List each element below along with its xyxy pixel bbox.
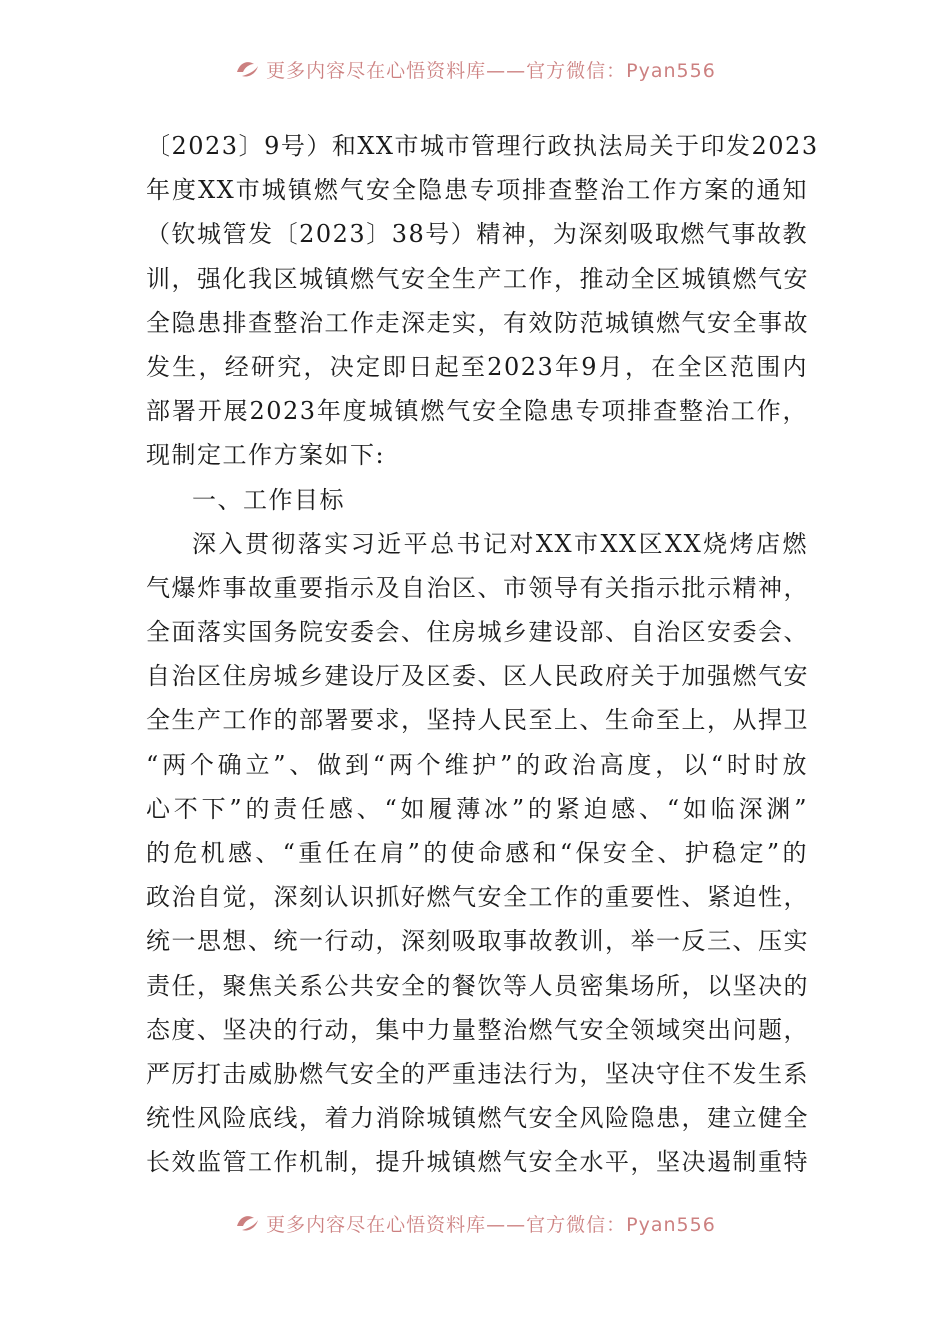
text-line: 责任，聚焦关系公共安全的餐饮等人员密集场所，以坚决的 [146, 971, 809, 1000]
text-line: 年度XX市城镇燃气安全隐患专项排查整治工作方案的通知 [146, 176, 808, 205]
text-line: 全面落实国务院安委会、住房城乡建设部、自治区安委会、 [146, 618, 809, 647]
text-line: “两个确立”、做到“两个维护”的政治高度，以“时时放 [146, 750, 808, 779]
text-line: 严厉打击威胁燃气安全的严重违法行为，坚决守住不发生系 [146, 1059, 809, 1088]
section-heading: 一、工作目标 [192, 485, 345, 514]
text-line: 气爆炸事故重要指示及自治区、市领导有关指示批示精神， [146, 573, 809, 602]
document-body [146, 124, 819, 1185]
text-line: 〔2023〕9号）和XX市城市管理行政执法局关于印发2023 [146, 132, 819, 160]
text-line: 部署开展2023年度城镇燃气安全隐患专项排查整治工作， [146, 397, 808, 426]
text-line: 统一思想、统一行动，深刻吸取事故教训，举一反三、压实 [146, 927, 809, 956]
logo-icon [234, 1212, 260, 1234]
text-line: 态度、坚决的行动，集中力量整治燃气安全领域突出问题， [146, 1015, 809, 1044]
text-line: 现制定工作方案如下: [146, 441, 386, 470]
footer-watermark [0, 1206, 950, 1240]
text-line: 发生，经研究，决定即日起至2023年9月，在全区范围内 [146, 352, 808, 381]
text-line: 训，强化我区城镇燃气安全生产工作，推动全区城镇燃气安 [146, 264, 809, 293]
footer-watermark-text: 更多内容尽在心悟资料库——官方微信：Pyan556 [266, 1213, 716, 1236]
text-line: 深入贯彻落实习近平总书记对XX市XX区XX烧烤店燃 [192, 529, 808, 558]
header-watermark [0, 52, 950, 86]
text-line: 长效监管工作机制，提升城镇燃气安全水平，坚决遏制重特 [146, 1148, 809, 1177]
text-line: （钦城管发〔2023〕38号）精神，为深刻吸取燃气事故教 [146, 220, 808, 249]
text-line: 的危机感、“重任在肩”的使命感和“保安全、护稳定”的 [146, 839, 808, 867]
text-line: 统性风险底线，着力消除城镇燃气安全风险隐患，建立健全 [146, 1104, 809, 1133]
text-line: 全隐患排查整治工作走深走实，有效防范城镇燃气安全事故 [146, 308, 809, 337]
text-line: 心不下”的责任感、“如履薄冰”的紧迫感、“如临深渊” [146, 794, 808, 823]
text-line: 政治自觉，深刻认识抓好燃气安全工作的重要性、紧迫性， [146, 883, 809, 912]
text-line: 全生产工作的部署要求，坚持人民至上、生命至上，从捍卫 [146, 706, 809, 735]
logo-icon [234, 58, 260, 80]
text-line: 自治区住房城乡建设厅及区委、区人民政府关于加强燃气安 [146, 662, 809, 691]
header-watermark-text: 更多内容尽在心悟资料库——官方微信：Pyan556 [266, 59, 716, 82]
